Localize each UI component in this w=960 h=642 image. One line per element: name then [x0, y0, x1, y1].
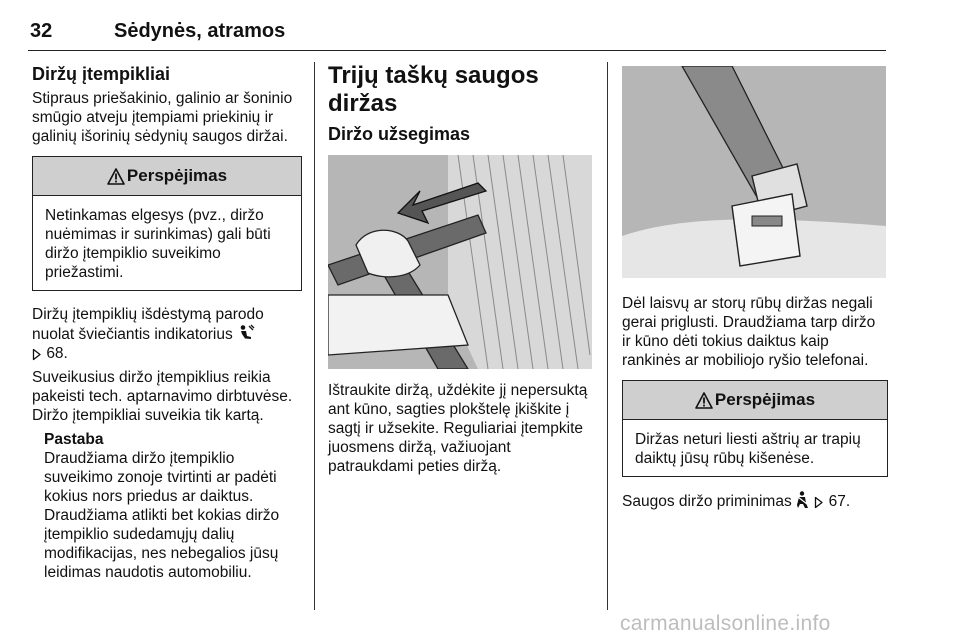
- warning-box: [32, 156, 302, 291]
- reminder-paragraph: [622, 491, 888, 511]
- note-text: Draudžiama diržo įtempiklio suveikimo zonoje tvirtinti ar padėti kokius nors priedus ar daiktus. Draudžiama atlikti bet kokias diržo įtempiklio sudedamųjų dalių modifikacijas, nes nebegalios jūsų leidimas naudotis automobiliu.: [44, 450, 280, 581]
- warning-box: [622, 380, 888, 477]
- warning-triangle-icon: [107, 168, 125, 185]
- column-divider: [314, 62, 315, 610]
- intro-paragraph: Stipraus priešakinio, galinio ar šoninio smūgio atveju įtempiami priekinių ir galinių išorinių sėdynių saugos diržai.: [32, 90, 293, 145]
- seat-belt-reminder-icon: [796, 491, 810, 509]
- workshop-paragraph: Suveikusius diržo įtempiklius reikia pakeisti tech. aptarnavimo dirbtuvėse. Diržo įtempikliai suveikia tik kartą.: [32, 369, 293, 424]
- warning-text: Diržas neturi liesti aštrių ar trapių daiktų jūsų rūbų kišenėse.: [635, 431, 861, 467]
- page-header: [28, 16, 886, 51]
- section-title: Trijų taškų saugos diržas: [328, 62, 539, 117]
- page-number: 32: [30, 20, 53, 42]
- warning-header: [623, 381, 887, 420]
- column-belt-tensioners: [32, 60, 302, 587]
- running-title: Sėdynės, atramos: [114, 20, 286, 42]
- warning-header: [33, 157, 301, 196]
- reference-arrow-icon: [32, 348, 42, 361]
- indicator-reference: 68.: [46, 345, 68, 362]
- belt-fastening-illustration: [328, 155, 592, 369]
- reference-arrow-icon: [814, 496, 824, 509]
- indicator-paragraph: [32, 305, 302, 363]
- column-three-point-belt: [328, 60, 594, 481]
- column-divider: [607, 62, 608, 610]
- column-clothing-and-reminder: [622, 60, 888, 516]
- note-title: Pastaba: [44, 431, 104, 448]
- reminder-text: Saugos diržo priminimas: [622, 493, 792, 510]
- subsection-heading: Diržo užsegimas: [328, 124, 471, 144]
- fastening-instruction: Ištraukite diržą, uždėkite jį nepersuktą ant kūno, sagties plokštelę įkiškite į sagtį ir užsekite. Reguliariai įtempkite juosmens diržą, važiuojant patraukdami peties diržą.: [328, 382, 588, 475]
- section-heading: Diržų įtempikliai: [32, 64, 171, 84]
- warning-triangle-icon: [695, 392, 713, 409]
- buckle-drawing: [622, 66, 886, 278]
- belt-buckle-illustration: [622, 66, 886, 278]
- belt-tensioner-indicator-icon: [237, 324, 255, 342]
- warning-title: Perspėjimas: [714, 390, 816, 409]
- warning-title: Perspėjimas: [126, 166, 228, 185]
- warning-text: Netinkamas elgesys (pvz., diržo nuėmimas ir surinkimas) gali būti diržo įtempiklio suveikimo priežastimi.: [45, 207, 271, 281]
- note-block: [44, 430, 302, 582]
- indicator-text: Diržų įtempiklių išdėstymą parodo nuolat šviečiantis indikatorius: [32, 306, 264, 343]
- reminder-reference: 67.: [828, 493, 851, 510]
- belt-fastening-drawing: [328, 155, 592, 369]
- watermark: carmanualsonline.info: [620, 612, 831, 635]
- clothing-caption: Dėl laisvų ar storų rūbų diržas negali gerai priglusti. Draudžiama tarp diržo ir kūno dėti tokius daiktus kaip rankinės ar mobiliojo ryšio telefonai.: [622, 295, 876, 369]
